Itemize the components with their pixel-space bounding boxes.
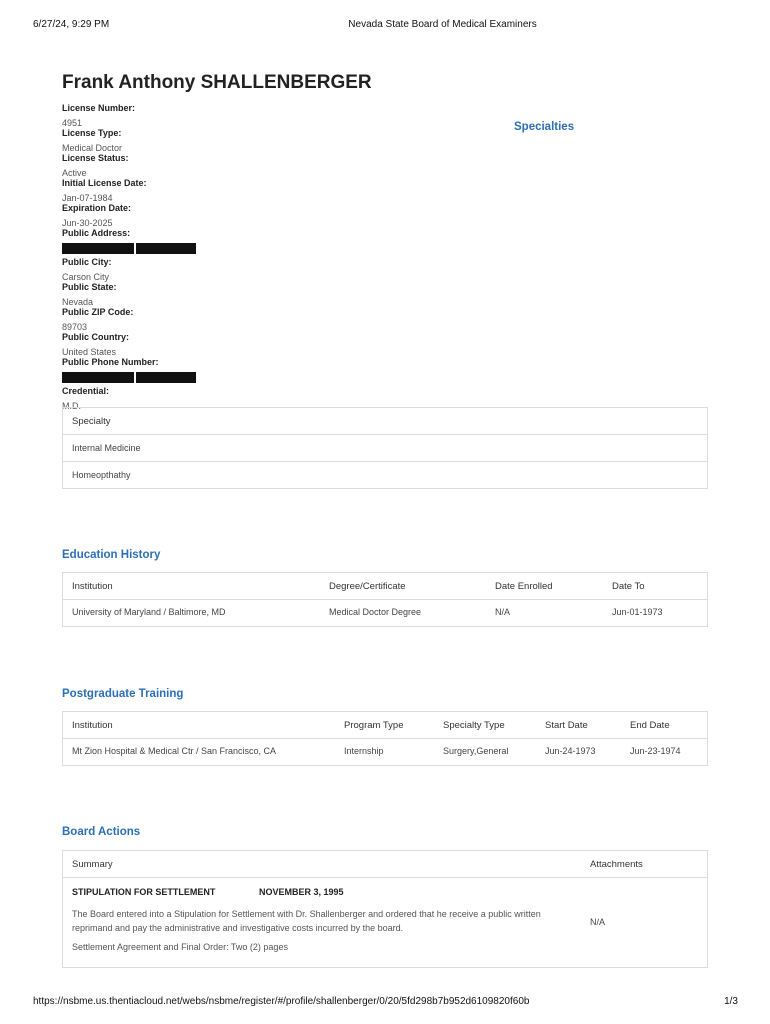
institution-cell: Mt Zion Hospital & Medical Ctr / San Francisco, CA (72, 746, 277, 756)
field-label: Public Phone Number: (62, 357, 159, 367)
column-header-end-date: End Date (630, 720, 670, 731)
education-table (62, 572, 708, 627)
postgrad-table (62, 711, 708, 766)
board-actions-table (62, 850, 708, 968)
field-value: Nevada (62, 297, 94, 307)
date-to-cell: Jun-01-1973 (612, 607, 663, 617)
program-type-cell: Internship (344, 746, 384, 756)
table-header-row (63, 408, 707, 434)
field-value: Jan-07-1984 (62, 193, 113, 203)
column-header-start-date: Start Date (545, 720, 588, 731)
action-title: STIPULATION FOR SETTLEMENT (72, 887, 216, 897)
field-value: 89703 (62, 322, 88, 332)
field-license-status (62, 153, 362, 178)
column-header-institution: Institution (72, 581, 113, 592)
field-expiration-date (62, 203, 362, 228)
field-label: License Type: (62, 128, 122, 138)
field-label: Public State: (62, 282, 117, 292)
redacted-phone (62, 372, 362, 383)
specialty-cell: Internal Medicine (72, 443, 141, 453)
table-header-row (63, 712, 707, 738)
field-label: Public Country: (62, 332, 129, 342)
table-header-row (63, 851, 707, 877)
institution-cell: University of Maryland / Baltimore, MD (72, 607, 226, 617)
field-public-country (62, 332, 362, 357)
field-public-state (62, 282, 362, 307)
field-label: Public ZIP Code: (62, 307, 134, 317)
field-value: M.D. (62, 401, 81, 411)
field-value: Active (62, 168, 87, 178)
page-url: https://nsbme.us.thentiacloud.net/webs/nsbme/register/#/profile/shallenberger/0/20/5fd298b7b952d6109820f60b (33, 996, 530, 1007)
column-header-date-to: Date To (612, 581, 645, 592)
print-title: Nevada State Board of Medical Examiners (348, 19, 537, 30)
board-action-row (63, 877, 707, 967)
field-public-phone (62, 357, 362, 386)
table-header-row (63, 573, 707, 599)
column-header-summary: Summary (72, 859, 113, 870)
license-fields (62, 103, 362, 411)
column-header-institution: Institution (72, 720, 113, 731)
postgrad-heading: Postgraduate Training (62, 688, 184, 700)
attachment-cell: N/A (590, 917, 606, 927)
field-license-number (62, 103, 362, 128)
action-text-line: The Board entered into a Stipulation for Settlement with Dr. Shallenberger and ordered that he receive a public written (72, 909, 541, 919)
field-label: Public City: (62, 257, 112, 267)
column-header-degree: Degree/Certificate (329, 581, 406, 592)
column-header-specialty-type: Specialty Type (443, 720, 505, 731)
board-actions-heading: Board Actions (62, 826, 141, 838)
specialty-type-cell: Surgery,General (443, 746, 509, 756)
table-row (63, 434, 707, 461)
field-value: United States (62, 347, 117, 357)
field-value: 4951 (62, 118, 83, 128)
field-public-zip (62, 307, 362, 332)
field-public-address (62, 228, 362, 257)
start-date-cell: Jun-24-1973 (545, 746, 596, 756)
field-value: Jun-30-2025 (62, 218, 113, 228)
field-license-type (62, 128, 362, 153)
education-heading: Education History (62, 549, 161, 561)
action-date: NOVEMBER 3, 1995 (259, 887, 344, 897)
redacted-address (62, 243, 362, 254)
column-header-specialty: Specialty (72, 416, 111, 427)
table-row (63, 461, 707, 488)
field-initial-license-date (62, 178, 362, 203)
field-public-city (62, 257, 362, 282)
table-row (63, 738, 707, 765)
field-label: Credential: (62, 386, 110, 396)
page-number: 1/3 (724, 996, 738, 1007)
physician-name: Frank Anthony SHALLENBERGER (62, 72, 372, 93)
specialty-cell: Homeopthathy (72, 470, 131, 480)
field-label: Expiration Date: (62, 203, 132, 213)
field-label: License Number: (62, 103, 136, 113)
table-row (63, 599, 707, 626)
field-value: Medical Doctor (62, 143, 123, 153)
specialties-table (62, 407, 708, 489)
column-header-date-enrolled: Date Enrolled (495, 581, 553, 592)
end-date-cell: Jun-23-1974 (630, 746, 681, 756)
date-enrolled-cell: N/A (495, 607, 511, 617)
field-label: Public Address: (62, 228, 131, 238)
degree-cell: Medical Doctor Degree (329, 607, 422, 617)
field-value: Carson City (62, 272, 110, 282)
column-header-program-type: Program Type (344, 720, 404, 731)
print-datetime: 6/27/24, 9:29 PM (33, 19, 110, 30)
field-label: Initial License Date: (62, 178, 147, 188)
action-text-line: Settlement Agreement and Final Order: Two (2) pages (72, 942, 288, 952)
column-header-attachments: Attachments (590, 859, 643, 870)
field-label: License Status: (62, 153, 129, 163)
action-text-line: reprimand and pay the administrative and investigative costs incurred by the board. (72, 923, 404, 933)
specialties-heading: Specialties (514, 121, 575, 133)
